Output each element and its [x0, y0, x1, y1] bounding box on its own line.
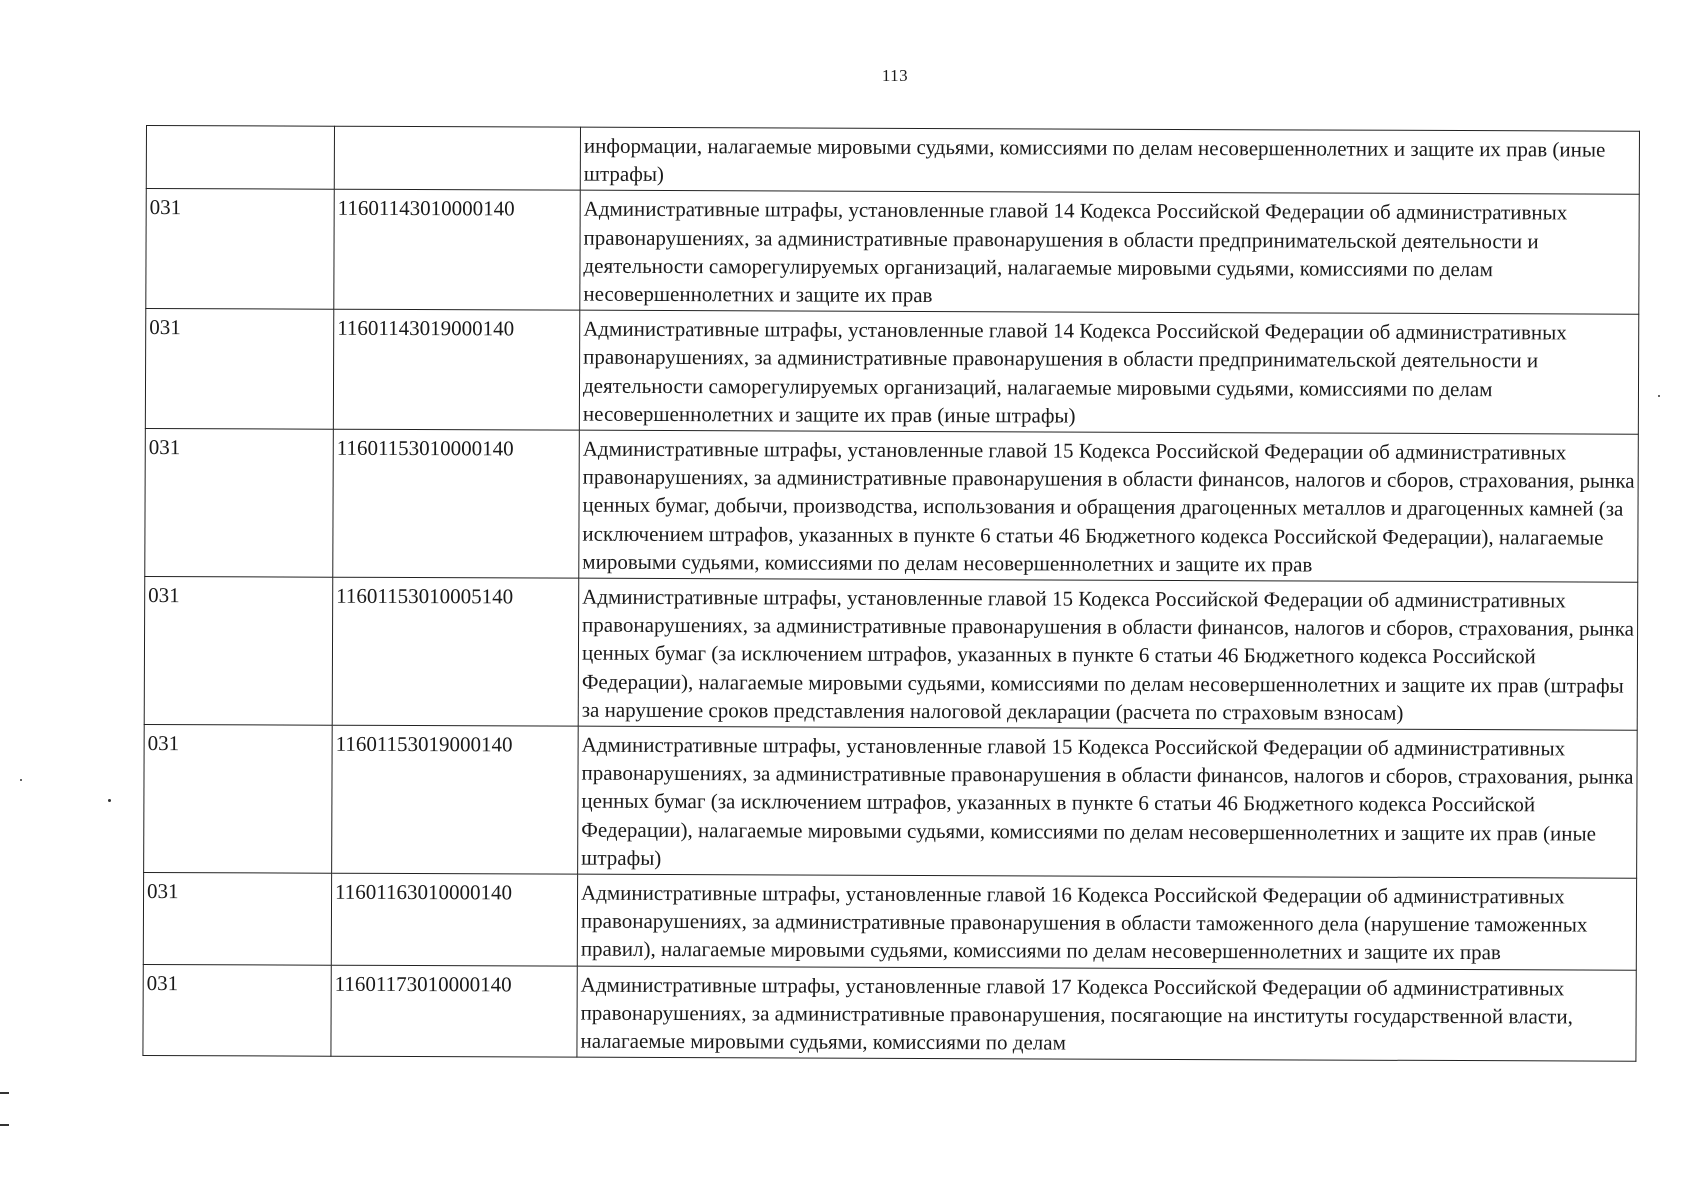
admin-code-cell	[146, 126, 334, 190]
table-row	[145, 429, 1639, 583]
description-cell: Административные штрафы, установленные главой 15 Кодекса Российской Федерации об административных правонарушениях, за административные правонарушения в области финансов, налогов и сборов, страхования, рынка ценных бумаг, добычи, производства, использования и обращения драгоценных металлов и драгоценных камней (за исключением штрафов, указанных в пункте 6 статьи 46 Бюджетного кодекса Российской Федерации), налагаемые мировыми судьями, комиссиями по делам несовершеннолетних и защите их прав	[579, 430, 1639, 582]
scan-speck	[108, 799, 111, 802]
scan-speck	[20, 779, 22, 781]
table-row	[143, 873, 1636, 970]
description-cell: информации, налагаемые мировыми судьями, комиссиями по делам несовершеннолетних и защите их прав (иные штрафы)	[580, 127, 1639, 194]
budget-code-table	[142, 125, 1640, 1062]
description-cell: Административные штрафы, установленные главой 17 Кодекса Российской Федерации об административных правонарушениях, за административные правонарушения, посягающие на институты государственной власти, налагаемые мировыми судьями, комиссиями по делам	[577, 966, 1636, 1062]
description-cell: Административные штрафы, установленные главой 16 Кодекса Российской Федерации об административных правонарушениях, за административные правонарушения в области таможенного дела (нарушение таможенных правил), налагаемые мировыми судьями, комиссиями по делам несовершеннолетних и защите их прав	[577, 874, 1636, 970]
admin-code-cell: 031	[143, 873, 331, 965]
kbk-code-cell: 11601163010000140	[331, 873, 577, 966]
scan-speck	[1658, 395, 1660, 397]
kbk-code-cell: 11601143010000140	[334, 190, 580, 311]
table-row	[146, 126, 1639, 195]
kbk-code-cell: 11601173010000140	[331, 965, 577, 1058]
description-cell: Административные штрафы, установленные главой 14 Кодекса Российской Федерации об административных правонарушениях, за административные правонарушения в области предпринимательской деятельности и деятельности саморегулируемых организаций, налагаемые мировыми судьями, комиссиями по делам несовершеннолетних и защите их прав	[580, 191, 1639, 315]
description-cell: Административные штрафы, установленные главой 14 Кодекса Российской Федерации об административных правонарушениях, за административные правонарушения в области предпринимательской деятельности и деятельности саморегулируемых организаций, налагаемые мировыми судьями, комиссиями по делам несовершеннолетних и защите их прав (иные штрафы)	[579, 310, 1638, 434]
page-number: 113	[881, 66, 909, 85]
admin-code-cell: 031	[145, 309, 333, 430]
admin-code-cell: 031	[146, 189, 334, 310]
admin-code-cell: 031	[144, 725, 333, 874]
scan-edge-mark	[0, 1124, 9, 1126]
kbk-code-cell: 11601153010005140	[332, 577, 579, 726]
kbk-code-cell	[334, 126, 580, 190]
admin-code-cell: 031	[144, 577, 333, 726]
kbk-code-cell: 11601143019000140	[333, 309, 579, 430]
admin-code-cell: 031	[143, 964, 331, 1056]
table-row	[146, 189, 1639, 315]
description-cell: Административные штрафы, установленные главой 15 Кодекса Российской Федерации об административных правонарушениях, за административные правонарушения в области финансов, налогов и сборов, страхования, рынка ценных бумаг (за исключением штрафов, указанных в пункте 6 статьи 46 Бюджетного кодекса Российской Федерации), налагаемые мировыми судьями, комиссиями по делам несовершеннолетних и защите их прав (штрафы за нарушение сроков представления налоговой декларации (расчета по страховым взносам)	[578, 578, 1638, 730]
kbk-code-cell: 11601153010000140	[333, 429, 580, 578]
table-row	[144, 577, 1638, 731]
table-row	[145, 309, 1638, 435]
kbk-code-cell: 11601153019000140	[332, 725, 579, 874]
description-cell: Административные штрафы, установленные главой 15 Кодекса Российской Федерации об административных правонарушениях, за административные правонарушения в области финансов, налогов и сборов, страхования, рынка ценных бумаг (за исключением штрафов, указанных в пункте 6 статьи 46 Бюджетного кодекса Российской Федерации), налагаемые мировыми судьями, комиссиями по делам несовершеннолетних и защите их прав (иные штрафы)	[578, 726, 1638, 878]
scan-edge-mark	[0, 1092, 9, 1094]
table-row	[144, 725, 1638, 879]
table-row	[143, 964, 1636, 1061]
admin-code-cell: 031	[145, 429, 334, 578]
